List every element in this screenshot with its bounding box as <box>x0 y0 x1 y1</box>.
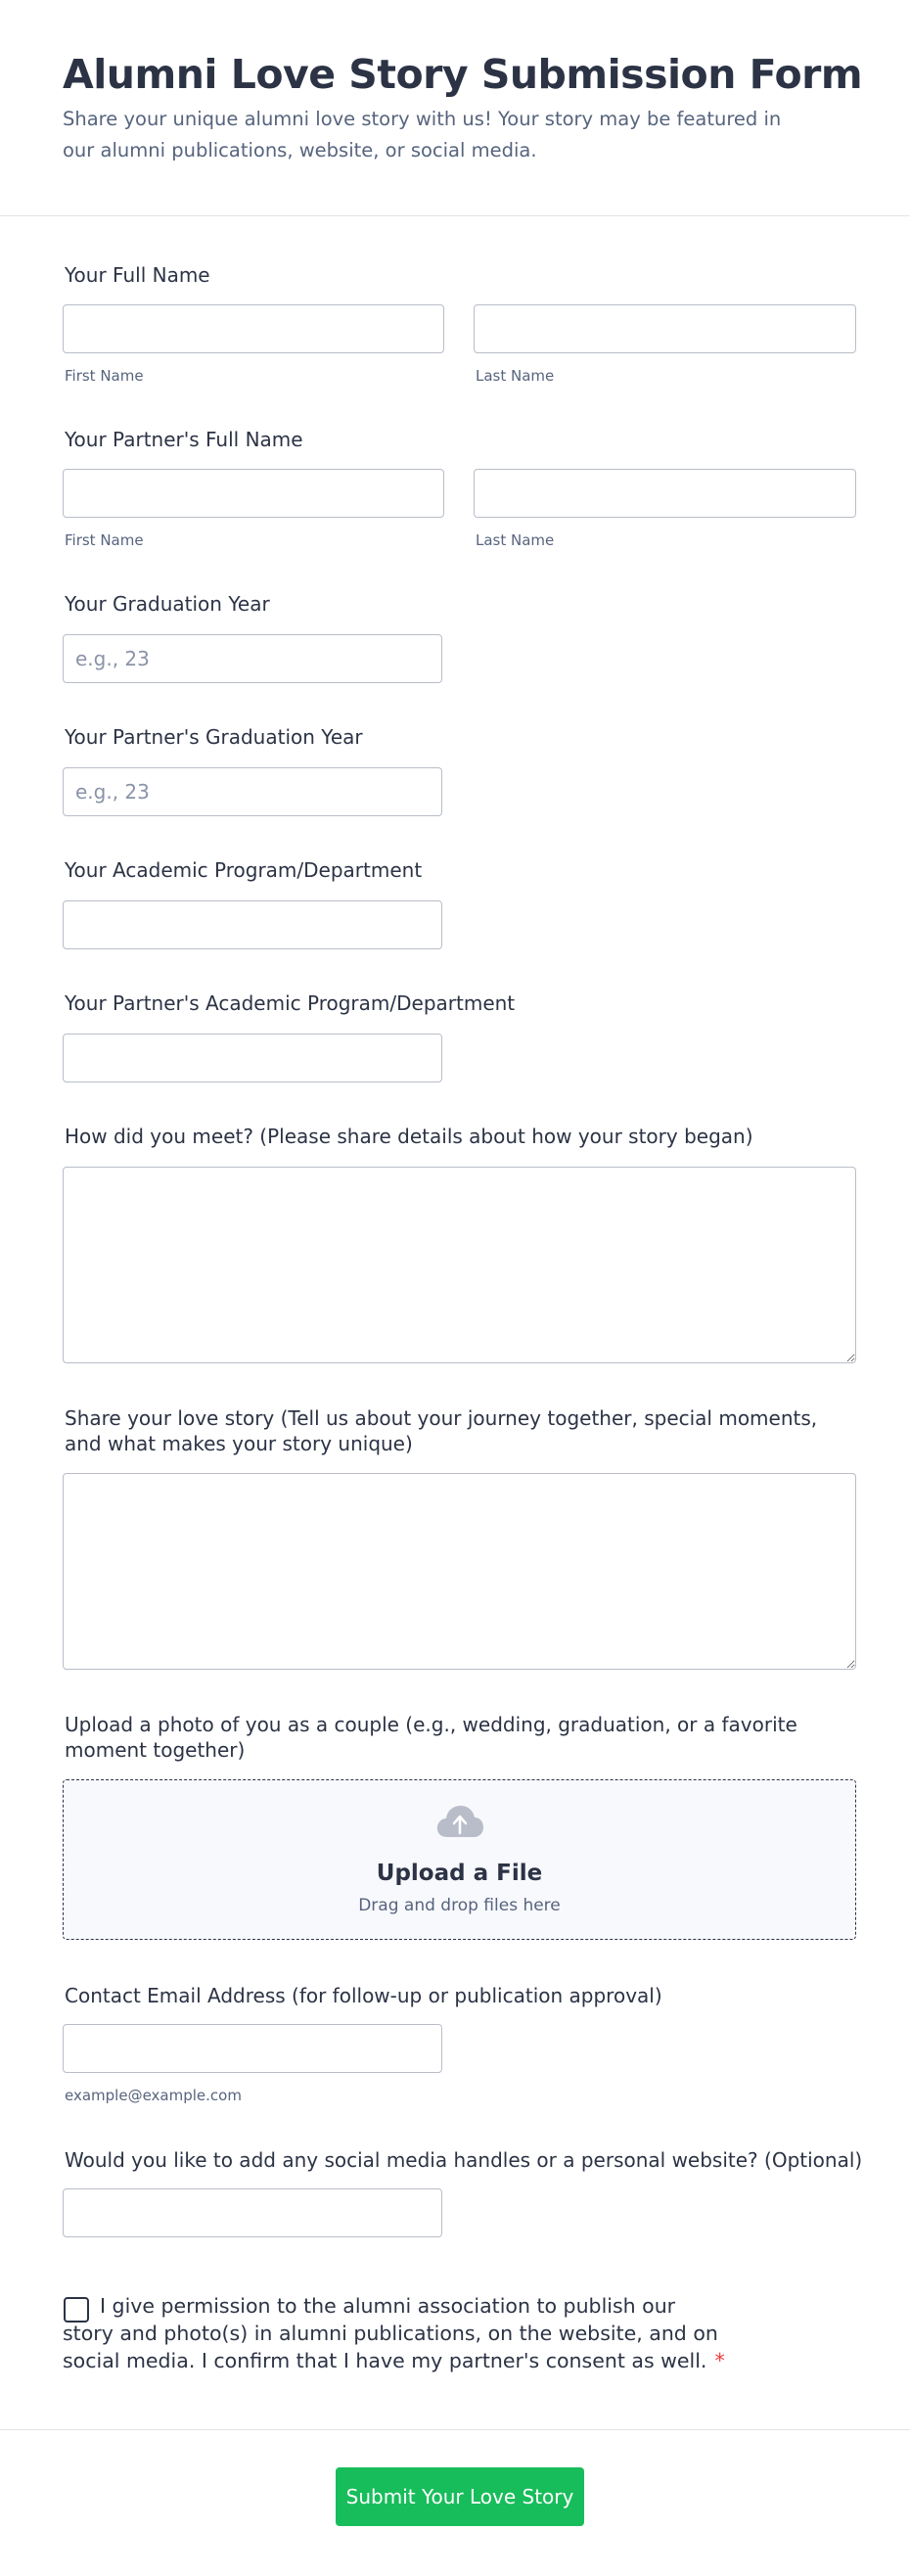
last-name-sublabel: Last Name <box>476 367 555 385</box>
love-story-textarea[interactable] <box>63 1473 856 1670</box>
file-upload-dropzone[interactable] <box>63 1779 856 1940</box>
program-label: Your Academic Program/Department <box>65 858 423 882</box>
grad-year-input[interactable] <box>63 634 442 683</box>
email-input[interactable] <box>63 2024 442 2073</box>
partner-last-name-input[interactable] <box>474 469 856 518</box>
partner-last-name-sublabel: Last Name <box>476 531 555 549</box>
partner-grad-year-input[interactable] <box>63 767 442 816</box>
program-input[interactable] <box>63 900 442 949</box>
page-title: Alumni Love Story Submission Form <box>63 51 863 98</box>
partner-first-name-sublabel: First Name <box>65 531 144 549</box>
photo-upload-label: Upload a photo of you as a couple (e.g., wedding, graduation, or a favorite moment together) <box>65 1713 797 1762</box>
submit-button[interactable]: Submit Your Love Story <box>336 2467 584 2526</box>
email-label: Contact Email Address (for follow-up or publication approval) <box>65 1984 662 2007</box>
social-input[interactable] <box>63 2188 442 2237</box>
consent-label <box>63 2292 728 2374</box>
upload-title: Upload a File <box>376 1861 543 1886</box>
consent-text: I give permission to the alumni association to publish our story and photo(s) in alumni publications, on the website, and on social media. I confirm that I have my partner's consent as well. <box>63 2294 718 2372</box>
first-name-input[interactable] <box>63 304 444 353</box>
social-label: Would you like to add any social media handles or a personal website? (Optional) <box>65 2148 863 2172</box>
footer-divider <box>0 2429 910 2430</box>
partner-grad-year-label: Your Partner's Graduation Year <box>65 725 363 749</box>
cloud-upload-icon <box>435 1804 484 1839</box>
partner-first-name-input[interactable] <box>63 469 444 518</box>
email-sublabel: example@example.com <box>65 2087 242 2104</box>
form-header <box>0 0 910 216</box>
how-met-label: How did you meet? (Please share details about how your story began) <box>65 1125 753 1148</box>
partner-program-input[interactable] <box>63 1034 442 1082</box>
love-story-label: Share your love story (Tell us about your journey together, special moments, and what makes your story unique) <box>65 1406 818 1455</box>
grad-year-label: Your Graduation Year <box>65 592 270 616</box>
first-name-sublabel: First Name <box>65 367 144 385</box>
how-met-textarea[interactable] <box>63 1167 856 1363</box>
required-asterisk: * <box>714 2349 725 2372</box>
upload-hint: Drag and drop files here <box>358 1896 561 1915</box>
page-subtitle: Share your unique alumni love story with us! Your story may be featured in our alumni publications, website, or social media. <box>63 108 782 161</box>
partner-program-label: Your Partner's Academic Program/Department <box>65 991 516 1015</box>
last-name-input[interactable] <box>474 304 856 353</box>
full-name-label: Your Full Name <box>65 263 210 287</box>
partner-name-label: Your Partner's Full Name <box>65 428 303 451</box>
